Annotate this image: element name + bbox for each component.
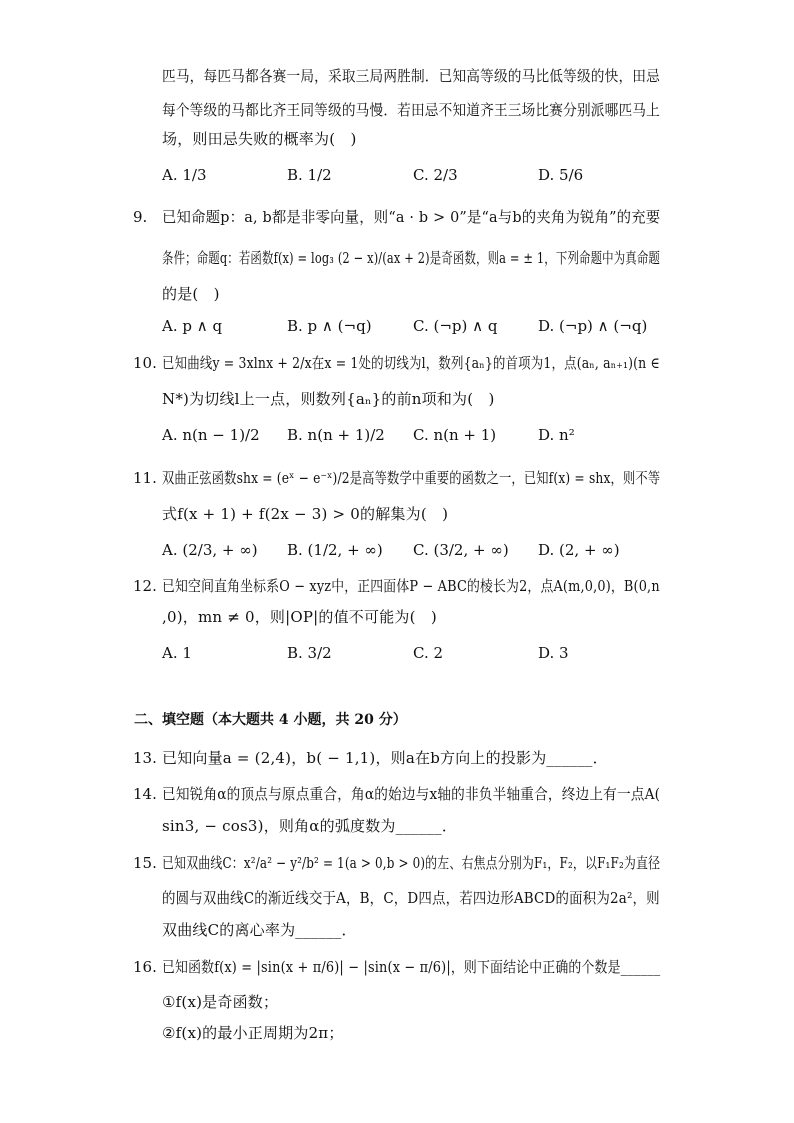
- q9-option-c: C. (¬p) ∧ q: [413, 317, 498, 335]
- q8-line-3: 场，则田忌失败的概率为( ): [162, 130, 357, 148]
- q13-line-1: 已知向量a = (2,4)，b( − 1,1)，则a在b方向上的投影为______．: [162, 749, 608, 767]
- q16-number: 16.: [133, 958, 157, 976]
- q9-line-2: 条件；命题q：若函数f(x) = log₃ (2 − x)/(ax + 2)是奇函数，则a = ± 1，下列命题中为真命题: [162, 249, 660, 267]
- q8-option-d: D. 5/6: [538, 166, 584, 184]
- q15-number: 15.: [133, 854, 157, 872]
- q15-line-2: 的圆与双曲线C的渐近线交于A，B，C，D四点，若四边形ABCD的面积为2a²，则: [162, 889, 660, 907]
- q9-number: 9.: [133, 208, 148, 226]
- q10-number: 10.: [133, 354, 157, 372]
- q12-option-b: B. 3/2: [287, 644, 332, 662]
- q9-option-a: A. p ∧ q: [162, 317, 223, 335]
- q16-statement-2: ②f(x)的最小正周期为2π；: [162, 1024, 344, 1042]
- q8-line-2: 每个等级的马都比齐王同等级的马慢．若田忌不知道齐王三场比赛分别派哪匹马上: [162, 101, 660, 119]
- q16-statement-1: ①f(x)是奇函数；: [162, 993, 279, 1011]
- q11-option-a: A. (2/3, + ∞): [162, 541, 258, 559]
- q8-option-b: B. 1/2: [287, 166, 332, 184]
- q9-line-1: 已知命题p：a, b都是非零向量，则“a · b > 0”是“a与b的夹角为锐角”的充要: [162, 208, 661, 226]
- q11-option-c: C. (3/2, + ∞): [413, 541, 509, 559]
- q12-option-c: C. 2: [413, 644, 444, 662]
- q8-option-a: A. 1/3: [162, 166, 207, 184]
- q10-option-d: D. n²: [538, 426, 575, 444]
- q9-option-b: B. p ∧ (¬q): [287, 317, 372, 335]
- q8-line-1: 匹马，每匹马都各赛一局，采取三局两胜制．已知高等级的马比低等级的快，田忌: [162, 67, 660, 85]
- q12-line-1: 已知空间直角坐标系O − xyz中，正四面体P − ABC的棱长为2，点A(m,0,0)，B(0,n: [162, 577, 660, 595]
- q12-option-d: D. 3: [538, 644, 569, 662]
- q15-line-3: 双曲线C的离心率为______．: [162, 921, 357, 939]
- q10-line-1: 已知曲线y = 3xlnx + 2/x在x = 1处的切线为l，数列{aₙ}的首项为1，点(aₙ, aₙ₊₁)(n ∈: [162, 354, 660, 372]
- q11-option-b: B. (1/2, + ∞): [287, 541, 383, 559]
- q11-line-1: 双曲正弦函数shx = (eˣ − e⁻ˣ)/2是高等数学中重要的函数之一，已知f(x) = shx，则不等: [162, 469, 661, 487]
- q12-line-2: ,0)，mn ≠ 0，则|OP|的值不可能为( ): [162, 608, 437, 626]
- q9-line-3: 的是( ): [162, 285, 220, 303]
- q16-line-1: 已知函数f(x) = |sin(x + π/6)| − |sin(x − π/6)|，则下面结论中正确的个数是______: [162, 958, 661, 976]
- section-2-title: 二、填空题（本大题共 4 小题，共 20 分）: [134, 712, 407, 728]
- q15-line-1: 已知双曲线C：x²/a² − y²/b² = 1(a > 0,b > 0)的左、右焦点分别为F₁，F₂，以F₁F₂为直径: [162, 854, 661, 872]
- q10-option-a: A. n(n − 1)/2: [162, 426, 260, 444]
- q14-line-2: sin3, − cos3)，则角α的弧度数为______．: [162, 817, 458, 835]
- q10-line-2: N*)为切线l上一点，则数列{aₙ}的前n项和为( ): [162, 390, 495, 408]
- q10-option-b: B. n(n + 1)/2: [287, 426, 385, 444]
- q14-line-1: 已知锐角α的顶点与原点重合，角α的始边与x轴的非负半轴重合，终边上有一点A(: [162, 785, 661, 803]
- q12-option-a: A. 1: [162, 644, 192, 662]
- q11-number: 11.: [133, 469, 157, 487]
- q14-number: 14.: [133, 785, 157, 803]
- q13-number: 13.: [133, 749, 157, 767]
- q11-line-2: 式f(x + 1) + f(2x − 3) > 0的解集为( ): [162, 505, 449, 523]
- q11-option-d: D. (2, + ∞): [538, 541, 620, 559]
- q9-option-d: D. (¬p) ∧ (¬q): [538, 317, 648, 335]
- q8-option-c: C. 2/3: [413, 166, 458, 184]
- q10-option-c: C. n(n + 1): [413, 426, 497, 444]
- q12-number: 12.: [133, 577, 157, 595]
